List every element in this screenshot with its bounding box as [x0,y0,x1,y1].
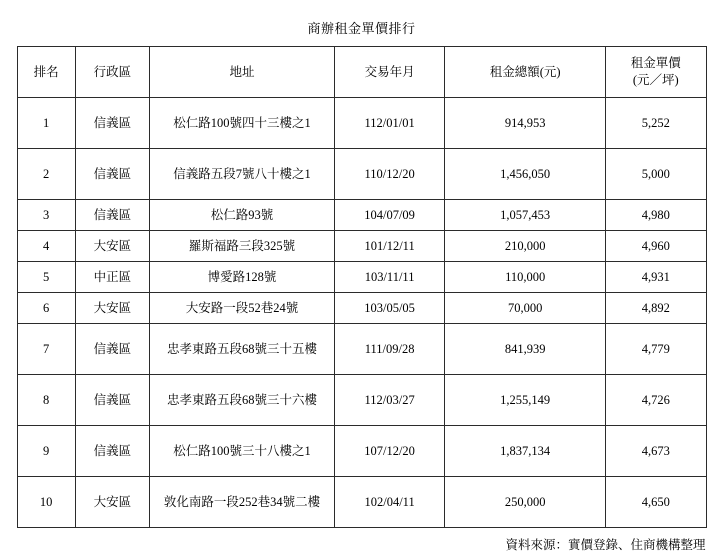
rank-cell: 6 [17,293,75,324]
trade-month-cell: 101/12/11 [334,231,444,262]
address-cell: 忠孝東路五段68號三十六樓 [150,375,335,426]
rank-cell: 4 [17,231,75,262]
unit-price-cell: 4,960 [606,231,706,262]
table-row [17,200,706,231]
unit-price-cell: 5,000 [606,149,706,200]
total-rent-cell: 841,939 [445,324,606,375]
rank-cell: 8 [17,375,75,426]
unit-price-cell: 4,931 [606,262,706,293]
address-cell: 松仁路100號四十三樓之1 [150,98,335,149]
rank-cell: 7 [17,324,75,375]
column-header-unit-price-line1: 租金單價 [630,56,681,71]
total-rent-cell: 70,000 [445,293,606,324]
district-cell: 中正區 [75,262,149,293]
total-rent-cell: 1,255,149 [445,375,606,426]
table-header-row [17,47,706,98]
total-rent-cell: 210,000 [445,231,606,262]
table-row [17,98,706,149]
rank-cell: 9 [17,426,75,477]
table-row [17,324,706,375]
unit-price-cell: 4,980 [606,200,706,231]
unit-price-cell: 4,892 [606,293,706,324]
column-header-unit-price-line2: (元／坪) [632,73,679,87]
rank-cell: 5 [17,262,75,293]
rank-cell: 3 [17,200,75,231]
trade-month-cell: 104/07/09 [334,200,444,231]
trade-month-cell: 103/05/05 [334,293,444,324]
address-cell: 大安路一段52巷24號 [150,293,335,324]
address-cell: 忠孝東路五段68號三十五樓 [150,324,335,375]
unit-price-cell: 4,673 [606,426,706,477]
trade-month-cell: 103/11/11 [334,262,444,293]
column-header-rank: 排名 [17,47,75,98]
district-cell: 信義區 [75,149,149,200]
table-row [17,231,706,262]
unit-price-cell: 4,779 [606,324,706,375]
column-header-total-rent: 租金總額(元) [445,47,606,98]
rank-cell: 2 [17,149,75,200]
trade-month-cell: 107/12/20 [334,426,444,477]
address-cell: 博愛路128號 [150,262,335,293]
office-rent-ranking-table [17,46,707,528]
document-page [0,18,723,554]
total-rent-cell: 1,837,134 [445,426,606,477]
district-cell: 信義區 [75,375,149,426]
table-row [17,262,706,293]
total-rent-cell: 914,953 [445,98,606,149]
trade-month-cell: 112/03/27 [334,375,444,426]
unit-price-cell: 5,252 [606,98,706,149]
unit-price-cell: 4,726 [606,375,706,426]
trade-month-cell: 112/01/01 [334,98,444,149]
total-rent-cell: 110,000 [445,262,606,293]
page-title: 商辦租金單價排行 [307,21,416,36]
unit-price-cell: 4,650 [606,477,706,528]
table-row [17,293,706,324]
trade-month-cell: 110/12/20 [334,149,444,200]
address-cell: 松仁路100號三十八樓之1 [150,426,335,477]
address-cell: 松仁路93號 [150,200,335,231]
district-cell: 信義區 [75,200,149,231]
column-header-address: 地址 [150,47,335,98]
column-header-trade-month: 交易年月 [334,47,444,98]
total-rent-cell: 1,456,050 [445,149,606,200]
district-cell: 信義區 [75,324,149,375]
column-header-unit-price [606,47,706,98]
source-note: 資料來源：實價登錄、住商機構整理 [505,538,706,552]
total-rent-cell: 250,000 [445,477,606,528]
table-row [17,375,706,426]
district-cell: 大安區 [75,231,149,262]
rank-cell: 10 [17,477,75,528]
table-row [17,149,706,200]
column-header-district: 行政區 [75,47,149,98]
trade-month-cell: 111/09/28 [334,324,444,375]
table-row [17,426,706,477]
district-cell: 信義區 [75,426,149,477]
address-cell: 信義路五段7號八十樓之1 [150,149,335,200]
table-header [17,47,706,98]
district-cell: 大安區 [75,477,149,528]
address-cell: 羅斯福路三段325號 [150,231,335,262]
total-rent-cell: 1,057,453 [445,200,606,231]
district-cell: 大安區 [75,293,149,324]
trade-month-cell: 102/04/11 [334,477,444,528]
table-row [17,477,706,528]
district-cell: 信義區 [75,98,149,149]
table-body [17,98,706,528]
rank-cell: 1 [17,98,75,149]
address-cell: 敦化南路一段252巷34號二樓 [150,477,335,528]
